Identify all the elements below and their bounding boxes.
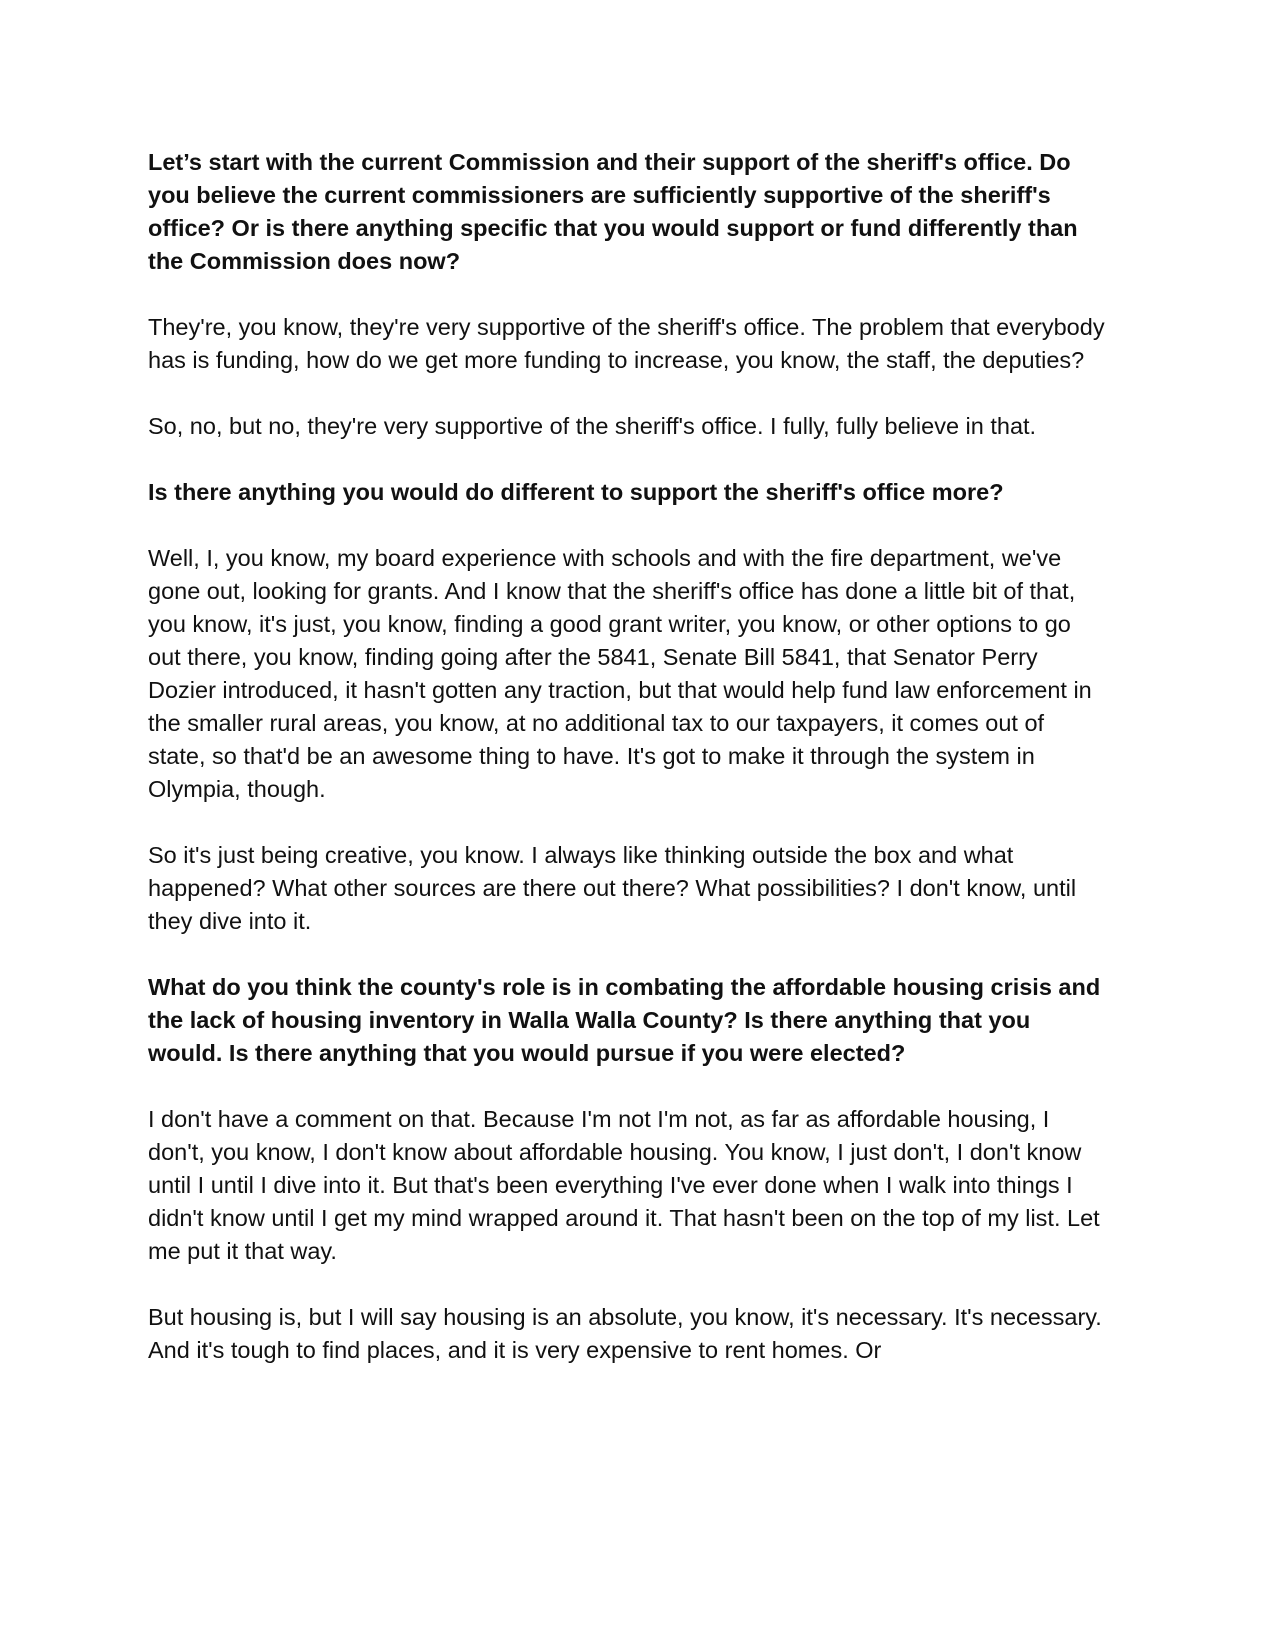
answer-paragraph: They're, you know, they're very supportive of the sheriff's office. The problem that everybody has is funding, how do we get more funding to increase, you know, the staff, the deputies? <box>148 314 1105 373</box>
question-paragraph: What do you think the county's role is in combating the affordable housing crisis and the lack of housing inventory in Walla Walla County? Is there anything that you would. Is there anything that you would pursue if you were elected? <box>148 974 1101 1066</box>
question-paragraph: Is there anything you would do different to support the sheriff's office more? <box>148 479 1004 505</box>
answer-paragraph: So it's just being creative, you know. I always like thinking outside the box and what happened? What other sources are there out there? What possibilities? I don't know, until they dive into it. <box>148 842 1077 934</box>
answer-paragraph: So, no, but no, they're very supportive of the sheriff's office. I fully, fully believe in that. <box>148 413 1037 439</box>
document-page <box>148 146 1108 1400</box>
answer-paragraph: But housing is, but I will say housing is an absolute, you know, it's necessary. It's necessary. And it's tough to find places, and it is very expensive to rent homes. Or <box>148 1304 1102 1363</box>
answer-paragraph: Well, I, you know, my board experience with schools and with the fire department, we've gone out, looking for grants. And I know that the sheriff's office has done a little bit of that, you know, it's just, you know, finding a good grant writer, you know, or other options to go out there, you know, finding going after the 5841, Senate Bill 5841, that Senator Perry Dozier introduced, it hasn't gotten any traction, but that would help fund law enforcement in the smaller rural areas, you know, at no additional tax to our taxpayers, it comes out of state, so that'd be an awesome thing to have. It's got to make it through the system in Olympia, though. <box>148 545 1092 802</box>
question-paragraph: Let’s start with the current Commission and their support of the sheriff's office. Do you believe the current commissioners are sufficiently supportive of the sheriff's office? Or is there anything specific that you would support or fund differently than the Commission does now? <box>148 149 1078 274</box>
answer-paragraph: I don't have a comment on that. Because I'm not I'm not, as far as affordable housing, I don't, you know, I don't know about affordable housing. You know, I just don't, I don't know until I until I dive into it. But that's been everything I've ever done when I walk into things I didn't know until I get my mind wrapped around it. That hasn't been on the top of my list. Let me put it that way. <box>148 1106 1100 1264</box>
